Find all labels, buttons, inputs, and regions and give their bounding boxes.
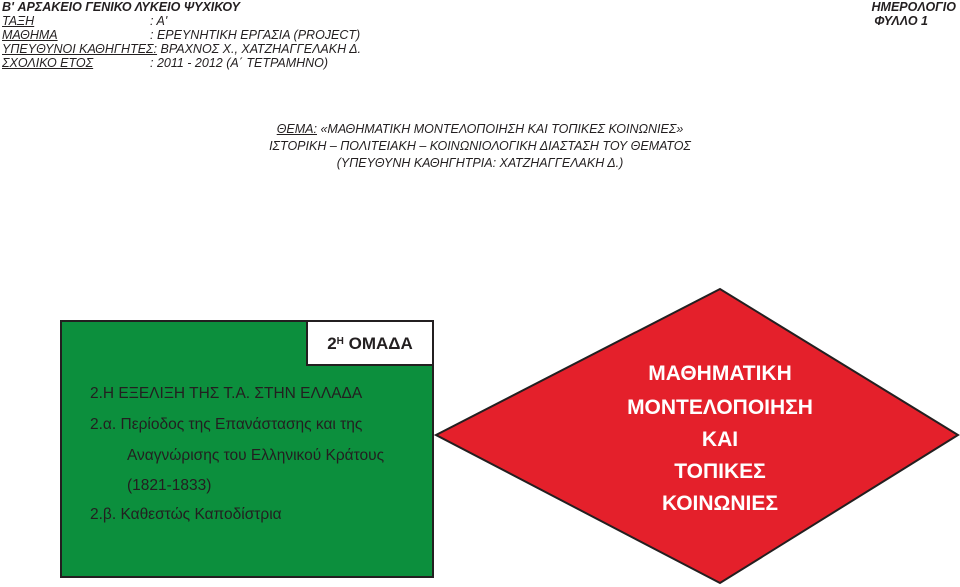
- theme-title-line: [0, 122, 960, 137]
- theme-responsible: (ΥΠΕΥΘΥΝΗ ΚΑΘΗΓΗΤΡΙΑ: ΧΑΤΖΗΑΓΓΕΛΑΚΗ Δ.): [336, 156, 624, 170]
- diamond-line-5: ΚΟΙΝΩΝΙΕΣ: [662, 492, 778, 515]
- group-name: ΟΜΑΔΑ: [343, 334, 413, 353]
- teachers-value: ΒΡΑΧΝΟΣ Χ., ΧΑΤΖΗΑΓΓΕΛΑΚΗ Δ.: [157, 42, 361, 56]
- sheet-label: ΦΥΛΛΟ 1: [874, 14, 928, 28]
- diary-label: ΗΜΕΡΟΛΟΓΙΟ: [871, 0, 956, 14]
- subject-value: : ΕΡΕΥΝΗΤΙΚΗ ΕΡΓΑΣΙΑ (PROJECT): [150, 28, 361, 42]
- group-number: 2: [327, 334, 337, 353]
- diamond-line-2: ΜΟΝΤΕΛΟΠΟΙΗΣΗ: [627, 396, 813, 419]
- group-superscript: Η: [336, 336, 344, 347]
- group-line-2: 2.α. Περίοδος της Επανάστασης και της: [90, 416, 363, 433]
- diamond-line-1: ΜΑΘΗΜΑΤΙΚΗ: [648, 362, 792, 385]
- diamond-line-4: ΤΟΠΙΚΕΣ: [674, 460, 766, 483]
- class-label: ΤΑΞΗ: [2, 14, 35, 28]
- class-value: : A': [150, 14, 168, 28]
- year-label: ΣΧΟΛΙΚΟ ΕΤΟΣ: [2, 56, 94, 70]
- theme-title: «ΜΑΘΗΜΑΤΙΚΗ ΜΟΝΤΕΛΟΠΟΙΗΣΗ ΚΑΙ ΤΟΠΙΚΕΣ ΚΟΙΝΩΝΙΕΣ»: [317, 122, 684, 136]
- class-row: [2, 14, 402, 28]
- diamond-line-3: ΚΑΙ: [701, 428, 739, 451]
- theme-dimension: ΙΣΤΟΡΙΚΗ – ΠΟΛΙΤΕΙΑΚΗ – ΚΟΙΝΩΝΙΟΛΟΓΙΚΗ ΔΙΑΣΤΑΣΗ ΤΟΥ ΘΕΜΑΤΟΣ: [269, 139, 691, 153]
- year-value: : 2011 - 2012 (Α΄ ΤΕΤΡΑΜΗΝΟ): [150, 56, 329, 70]
- subject-label: ΜΑΘΗΜΑ: [2, 28, 58, 42]
- teachers-label: ΥΠΕΥΘΥΝΟΙ ΚΑΘΗΓΗΤΕΣ:: [2, 42, 158, 56]
- group-line-1: 2.Η ΕΞΕΛΙΞΗ ΤΗΣ Τ.Α. ΣΤΗΝ ΕΛΛΑΔΑ: [90, 385, 363, 402]
- school-name: B' ΑΡΣΑΚΕΙΟ ΓΕΝΙΚΟ ΛΥΚΕΙΟ ΨΥΧΙΚΟΥ: [2, 0, 240, 14]
- group-line-5: 2.β. Καθεστώς Καποδίστρια: [90, 506, 282, 523]
- group-line-4: (1821-1833): [127, 477, 212, 494]
- group-title-box: [306, 320, 434, 366]
- year-row: [2, 56, 402, 70]
- theme-label: ΘΕΜΑ:: [276, 122, 317, 136]
- teachers-row: [2, 42, 361, 56]
- group-line-3: Αναγνώρισης του Ελληνικού Κράτους: [127, 447, 385, 464]
- subject-row: [2, 28, 402, 42]
- group-title: [308, 334, 432, 354]
